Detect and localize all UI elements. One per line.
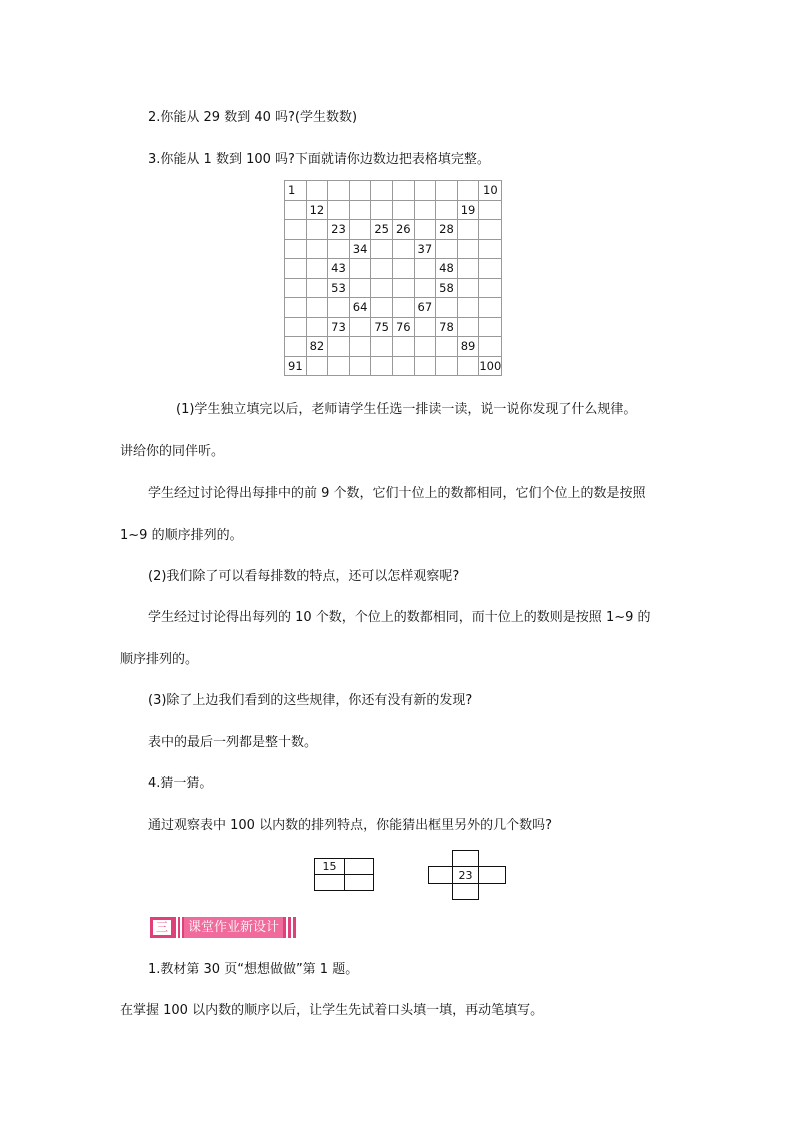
grid-cell [479,278,502,298]
grid-cell [306,356,328,376]
paragraph-1-cont: 讲给你的同伴听。 [120,444,225,459]
grid-cell: 25 [371,220,393,240]
homework-1: 1.教材第 30 页“想想做做”第 1 题。 [148,962,359,977]
grid-cell [436,356,458,376]
paragraph-7: 通过观察表中 100 以内数的排列特点，你能猜出框里另外的几个数吗? [148,818,552,833]
grid-cell [436,181,458,201]
grid-cell [371,298,393,318]
grid-row [285,356,502,376]
grid-cell [414,356,436,376]
grid-cell: 37 [414,239,436,259]
grid-cell [349,220,371,240]
paragraph-2: 学生经过讨论得出每排中的前 9 个数，它们十位上的数都相同，它们个位上的数是按照 [148,486,646,501]
grid-row [285,259,502,279]
grid-cell [457,317,479,337]
grid-cell [414,317,436,337]
grid-cell [371,278,393,298]
grid-row [285,317,502,337]
grid-cell [328,200,350,220]
puzzle-box-2-cell [452,850,479,867]
grid-cell [392,298,414,318]
grid-cell [371,356,393,376]
grid-cell [328,356,350,376]
grid-cell: 73 [328,317,350,337]
grid-cell [392,356,414,376]
grid-cell [285,298,307,318]
paragraph-4: 学生经过讨论得出每列的 10 个数，个位上的数都相同，而十位上的数则是按照 1~9 的 [148,610,651,625]
grid-cell [285,278,307,298]
grid-cell [392,200,414,220]
grid-cell [328,298,350,318]
grid-cell [414,200,436,220]
puzzle-box-2-cell [452,883,479,900]
grid-cell: 53 [328,278,350,298]
grid-cell [371,337,393,357]
grid-cell [414,220,436,240]
homework-1-note: 在掌握 100 以内数的顺序以后，让学生先试着口头填一填，再动笔填写。 [120,1003,544,1018]
grid-cell [479,298,502,318]
grid-cell [306,278,328,298]
grid-cell [479,317,502,337]
grid-cell [306,259,328,279]
grid-cell [285,220,307,240]
grid-cell [328,239,350,259]
grid-cell: 43 [328,259,350,279]
hundred-chart-table [284,180,502,376]
grid-cell [392,181,414,201]
grid-cell [457,356,479,376]
grid-cell [392,239,414,259]
grid-cell [349,259,371,279]
grid-cell [306,239,328,259]
grid-cell: 1 [285,181,307,201]
grid-cell [414,337,436,357]
paragraph-3: (2)我们除了可以看每排数的特点，还可以怎样观察呢? [148,569,460,584]
grid-cell [285,317,307,337]
grid-cell [457,239,479,259]
grid-cell: 34 [349,239,371,259]
grid-cell [285,200,307,220]
grid-cell [349,181,371,201]
grid-cell [371,239,393,259]
paragraph-5: (3)除了上边我们看到的这些规律，你还有没有新的发现? [148,693,473,708]
grid-row [285,220,502,240]
grid-cell [349,337,371,357]
grid-cell [306,181,328,201]
grid-cell [457,298,479,318]
grid-cell [457,181,479,201]
puzzle-box-1-cell: 15 [314,858,345,875]
grid-cell: 48 [436,259,458,279]
grid-cell [479,200,502,220]
question-4: 4.猜一猜。 [148,776,213,791]
grid-cell [328,337,350,357]
question-3: 3.你能从 1 数到 100 吗?下面就请你边数边把表格填完整。 [148,152,490,167]
grid-row [285,200,502,220]
grid-cell [285,259,307,279]
grid-cell: 23 [328,220,350,240]
grid-cell [457,259,479,279]
grid-cell [392,278,414,298]
grid-cell [285,337,307,357]
grid-cell [349,200,371,220]
grid-cell [479,337,502,357]
grid-cell: 76 [392,317,414,337]
question-2: 2.你能从 29 数到 40 吗?(学生数数) [148,110,358,125]
grid-cell [436,239,458,259]
grid-cell [306,317,328,337]
grid-row [285,181,502,201]
grid-cell: 58 [436,278,458,298]
section-number-icon: 三 [150,917,174,938]
puzzle-box-2-cell: 23 [452,866,479,884]
grid-cell: 75 [371,317,393,337]
grid-cell [479,239,502,259]
grid-cell [306,220,328,240]
grid-cell: 19 [457,200,479,220]
paragraph-2-cont: 1~9 的顺序排列的。 [120,528,243,543]
puzzle-box-2-cell [478,866,506,884]
grid-row [285,278,502,298]
grid-cell: 12 [306,200,328,220]
grid-row [285,239,502,259]
grid-cell: 78 [436,317,458,337]
decorative-stripes-end [283,917,297,938]
paragraph-1: (1)学生独立填完以后，老师请学生任选一排读一读，说一说你发现了什么规律。 [176,402,637,417]
section-title: 课堂作业新设计 [184,917,283,938]
grid-cell [479,220,502,240]
grid-cell [371,181,393,201]
grid-cell: 89 [457,337,479,357]
puzzle-box-1-cell [344,858,374,875]
grid-cell [392,337,414,357]
grid-cell [392,259,414,279]
grid-cell [349,278,371,298]
puzzle-box-2-cell [428,866,453,884]
grid-cell [371,200,393,220]
decorative-stripes [174,917,184,938]
grid-cell [414,181,436,201]
grid-cell: 100 [479,356,502,376]
grid-cell: 67 [414,298,436,318]
grid-cell: 91 [285,356,307,376]
grid-cell: 10 [479,181,502,201]
grid-row [285,337,502,357]
grid-cell [436,200,458,220]
grid-cell [457,278,479,298]
grid-cell [349,356,371,376]
paragraph-6: 表中的最后一列都是整十数。 [148,735,318,750]
grid-cell [414,259,436,279]
grid-cell [414,278,436,298]
grid-cell [436,337,458,357]
grid-cell: 28 [436,220,458,240]
grid-row [285,298,502,318]
grid-cell [371,259,393,279]
grid-cell [285,239,307,259]
paragraph-4-cont: 顺序排列的。 [120,652,199,667]
grid-cell [306,298,328,318]
grid-cell [349,317,371,337]
grid-cell [479,259,502,279]
puzzle-box-1-cell [314,874,345,891]
grid-cell [328,181,350,201]
grid-cell: 82 [306,337,328,357]
section-heading [150,917,336,938]
puzzle-box-1-cell [344,874,374,891]
grid-cell [436,298,458,318]
grid-cell [457,220,479,240]
grid-cell: 26 [392,220,414,240]
grid-cell: 64 [349,298,371,318]
